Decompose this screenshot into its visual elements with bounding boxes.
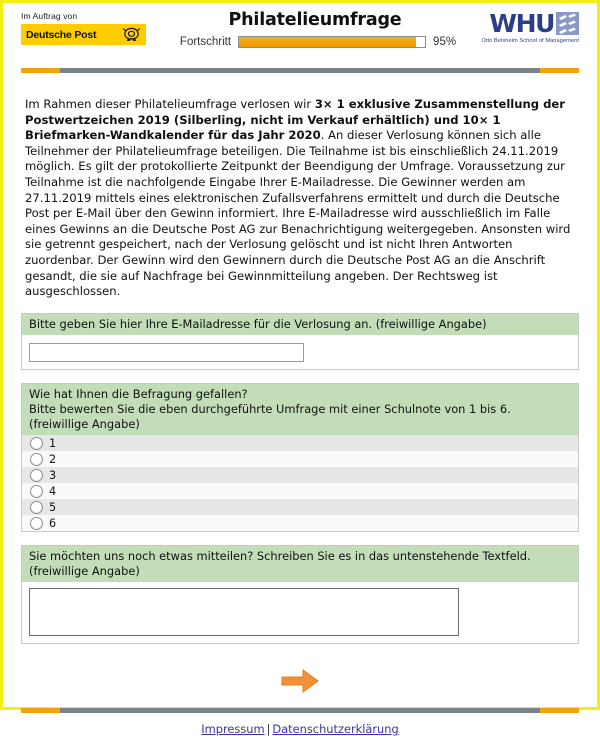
rating-options-list bbox=[22, 435, 578, 531]
email-question-block bbox=[21, 313, 579, 371]
imprint-link[interactable]: Impressum bbox=[201, 722, 265, 736]
radio-button-icon[interactable] bbox=[30, 437, 43, 450]
divider-center bbox=[60, 68, 540, 73]
whu-logo-label: WHU bbox=[489, 9, 554, 38]
email-question-label: Bitte geben Sie hier Ihre E-Mailadresse für die Verlosung an. (freiwillige Angabe) bbox=[22, 314, 578, 336]
divider-left-accent bbox=[21, 68, 60, 73]
radio-button-icon[interactable] bbox=[30, 485, 43, 498]
divider-right-accent bbox=[540, 68, 579, 73]
intro-text-part2: . An dieser Verlosung können sich alle Teilnehmer der Philatelieumfrage beteiligen. Die Teilnahme ist bis einschließlich 24.11.2019 möglich. Es gilt der protokollierte Zeitpunkt der Beendigung der Umfrage. Voraussetzung zur Teilnahme ist die nachfolgende Eingabe Ihrer E-Mailadresse. Die Gewinner werden am 27.11.2019 mittels eines elektronischen Zufallsverfahrens ermittelt und durch die Deutsche Post per E-Mail über den Gewinn informiert. Ihre E-Mailadresse wird ausschließlich im Falle eines Gewinns an die Deutsche Post AG zur Benachrichtigung weitergegeben. Ansonsten wird sie getrennt gespeichert, nach der Verlosung gelöscht und ist nicht Ihren Antworten zuordenbar. Der Gewinn wird den Gewinnern durch die Deutsche Post AG an die Anschrift gesandt, die sie auf Nachfrage bei Gewinnmitteilung angeben. Der Rechtsweg ist ausgeschlossen. bbox=[25, 128, 571, 299]
rating-option-label: 6 bbox=[49, 516, 57, 530]
comment-textarea[interactable] bbox=[29, 588, 459, 636]
navigation-row bbox=[21, 668, 579, 694]
radio-button-icon[interactable] bbox=[30, 469, 43, 482]
rating-option-row[interactable] bbox=[22, 451, 578, 467]
rating-option-label: 1 bbox=[49, 436, 57, 450]
intro-prize-highlight: 3× 1 exklusive Zusammenstellung der Postwertzeichen 2019 (Silberling, nicht im Verkauf erhältlich) und 10× 1 Briefmarken-Wandkalender für das Jahr 2020 bbox=[25, 97, 565, 143]
page-inner bbox=[3, 3, 597, 736]
footer-separator: | bbox=[266, 722, 271, 736]
deutsche-post-logo bbox=[21, 24, 146, 45]
footer-divider-center bbox=[60, 708, 540, 713]
footer-divider-left-accent bbox=[21, 708, 60, 713]
rating-option-row[interactable] bbox=[22, 499, 578, 515]
progress-bar-fill bbox=[239, 37, 416, 47]
progress-bar bbox=[238, 36, 426, 48]
comment-question-block bbox=[21, 545, 579, 644]
progress-label: Fortschritt bbox=[179, 36, 232, 48]
intro-paragraph bbox=[25, 97, 577, 300]
whu-logo-tile-icon bbox=[556, 12, 579, 35]
email-input[interactable] bbox=[29, 343, 304, 362]
rating-option-label: 3 bbox=[49, 468, 57, 482]
footer-links bbox=[21, 722, 579, 736]
post-horn-icon bbox=[122, 26, 141, 43]
rating-option-row[interactable] bbox=[22, 483, 578, 499]
arrow-right-icon bbox=[281, 668, 319, 694]
email-question-body bbox=[22, 335, 578, 369]
rating-question-label bbox=[22, 384, 578, 435]
radio-button-icon[interactable] bbox=[30, 517, 43, 530]
next-button[interactable] bbox=[281, 668, 319, 694]
rating-option-row[interactable] bbox=[22, 515, 578, 531]
page-title: Philatelieumfrage bbox=[228, 10, 402, 30]
rating-question-block bbox=[21, 383, 579, 532]
whu-brand-block bbox=[459, 9, 579, 44]
privacy-policy-link[interactable]: Datenschutzerklärung bbox=[272, 722, 399, 736]
progress-row bbox=[177, 36, 459, 48]
comment-question-line2: (freiwillige Angabe) bbox=[29, 563, 140, 578]
progress-percent: 95% bbox=[433, 36, 457, 48]
rating-option-label: 2 bbox=[49, 452, 57, 466]
intro-text-part1: Im Rahmen dieser Philatelieumfrage verlosen wir bbox=[25, 97, 315, 111]
rating-option-row[interactable] bbox=[22, 467, 578, 483]
rating-option-label: 5 bbox=[49, 500, 57, 514]
page-header bbox=[21, 9, 579, 61]
rating-option-row[interactable] bbox=[22, 435, 578, 451]
comment-question-line1: Sie möchten uns noch etwas mitteilen? Schreiben Sie es in das untenstehende Textfeld. bbox=[29, 549, 531, 564]
rating-question-line1: Wie hat Ihnen die Befragung gefallen? bbox=[29, 387, 248, 402]
rating-option-label: 4 bbox=[49, 484, 57, 498]
radio-button-icon[interactable] bbox=[30, 453, 43, 466]
whu-logo-subtitle: Otto Beisheim School of Management bbox=[481, 38, 579, 44]
deutsche-post-logo-label: Deutsche Post bbox=[26, 28, 97, 41]
header-divider bbox=[21, 68, 579, 73]
header-center-block bbox=[171, 9, 459, 48]
comment-question-label bbox=[22, 546, 578, 582]
radio-button-icon[interactable] bbox=[30, 501, 43, 514]
rating-question-line3: (freiwillige Angabe) bbox=[29, 416, 140, 431]
sponsor-brand-block bbox=[21, 9, 171, 45]
footer-divider-right-accent bbox=[540, 708, 579, 713]
whu-logo bbox=[459, 11, 579, 36]
rating-question-line2: Bitte bewerten Sie die eben durchgeführte Umfrage mit einer Schulnote von 1 bis 6. bbox=[29, 401, 511, 416]
footer-divider bbox=[21, 708, 579, 713]
sponsor-caption: Im Auftrag von bbox=[21, 11, 78, 21]
comment-question-body bbox=[22, 582, 578, 643]
